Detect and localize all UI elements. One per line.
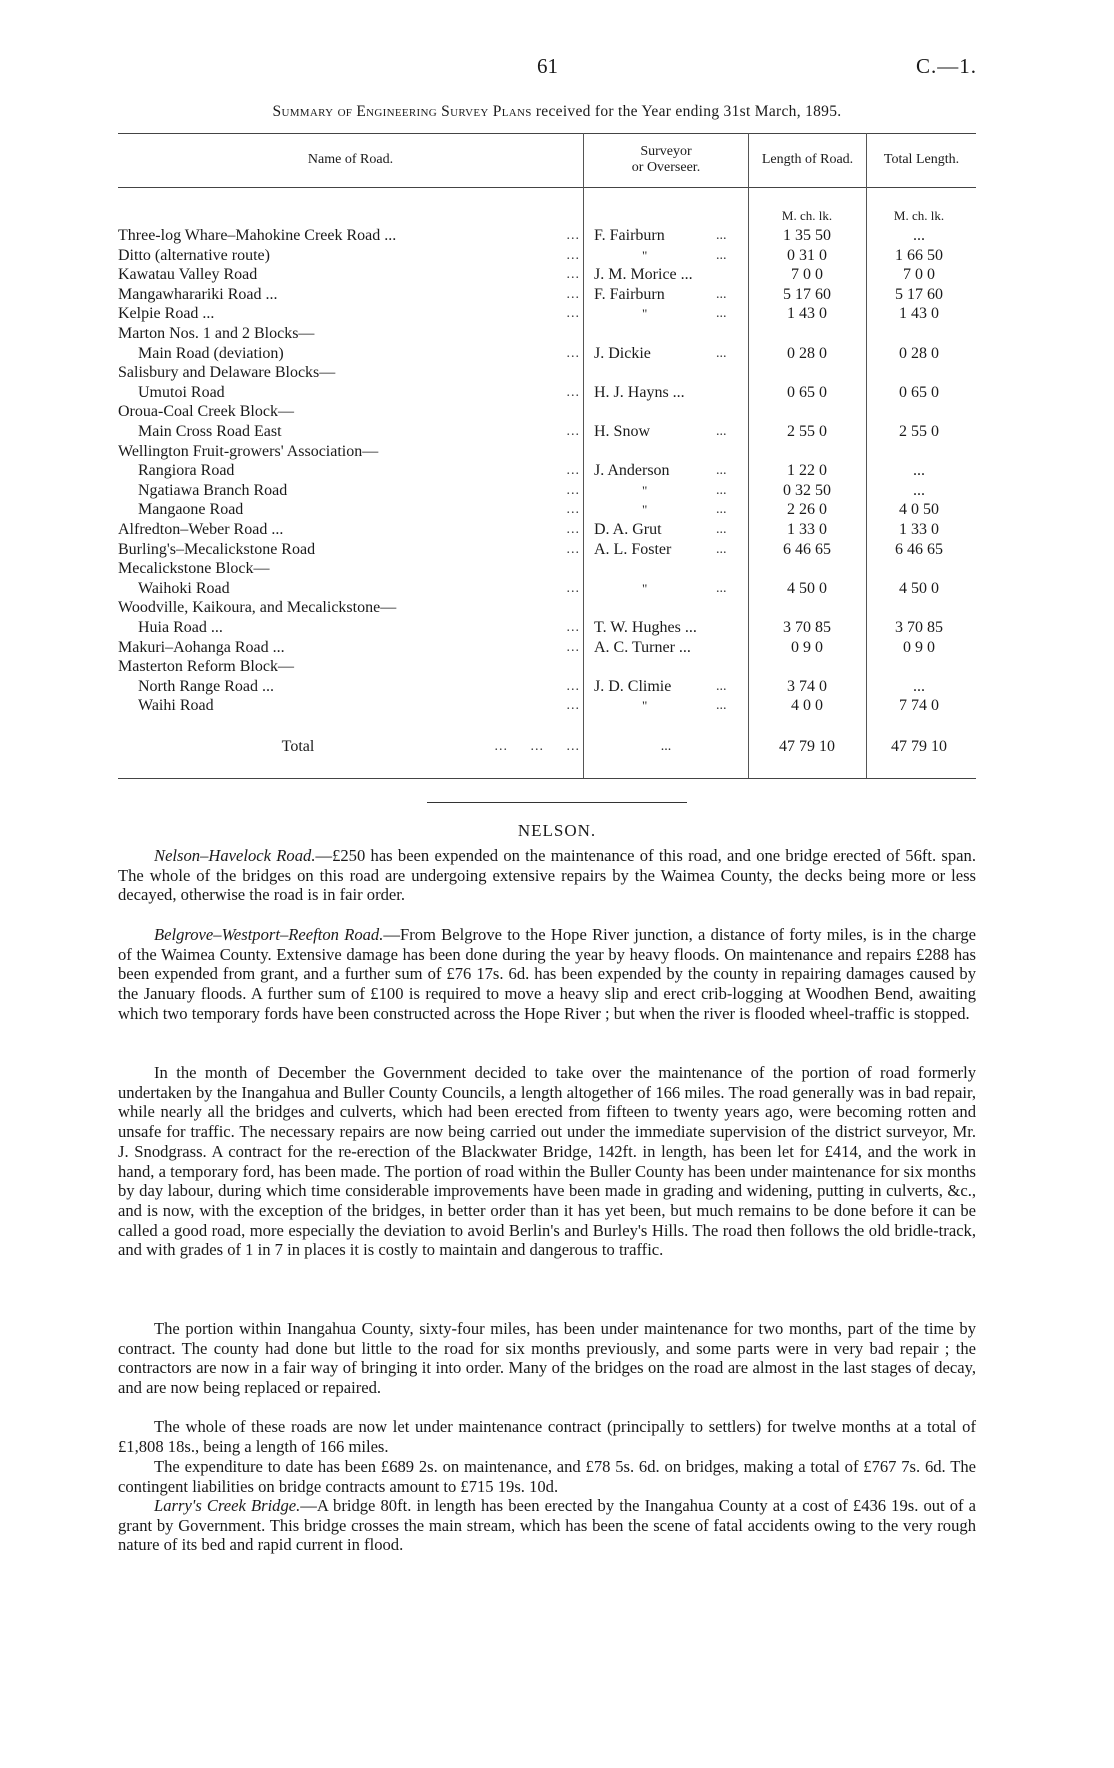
total-length: 47 79 10 xyxy=(779,738,835,755)
surveyor-name: J. D. Climie xyxy=(594,677,672,695)
column-header-surveyor-line1: Surveyor xyxy=(640,144,692,159)
surveyor-name: D. A. Grut xyxy=(594,521,662,538)
road-length: 1 43 0 xyxy=(787,305,827,323)
surveyor-name: F. Fairburn xyxy=(594,285,665,303)
surveyor-leader-dots: ... xyxy=(716,541,727,557)
total-length: 0 9 0 xyxy=(903,638,935,656)
total-length: 0 28 0 xyxy=(899,344,939,362)
leader-dots: ... xyxy=(566,424,580,439)
road-length: 0 32 50 xyxy=(783,481,831,499)
leader-dots: ... xyxy=(566,267,580,283)
road-length: 6 46 65 xyxy=(783,540,831,558)
surveyor-name: H. Snow xyxy=(594,423,651,440)
road-name: Woodville, Kaikoura, and Mecalickstone— xyxy=(118,599,397,617)
total-length: 2 55 0 xyxy=(899,423,939,440)
road-name: Umutoi Road xyxy=(138,383,225,401)
table-header-rule xyxy=(118,187,976,188)
surveyor-leader-dots: ... xyxy=(716,306,727,322)
total-length: 6 46 65 xyxy=(895,540,943,558)
road-name: Kelpie Road ... xyxy=(118,305,215,323)
leader-dots: ... xyxy=(566,384,580,400)
leader-dots: ... xyxy=(566,620,580,635)
total-length: ... xyxy=(913,462,925,480)
paragraph-title: Nelson–Havelock Road. xyxy=(154,846,316,865)
table-divider-length xyxy=(748,133,749,778)
leader-dots: ... xyxy=(566,228,580,243)
leader-dots: ... xyxy=(566,286,580,302)
surveyor-leader-dots: ... xyxy=(716,482,727,498)
paragraph-belgrove-westport-reefton xyxy=(118,925,976,1024)
surveyor-name: T. W. Hughes ... xyxy=(594,619,697,636)
total-length: ... xyxy=(913,481,925,499)
road-length: 0 65 0 xyxy=(787,383,827,401)
surveyor-leader-dots: ... xyxy=(716,424,727,439)
surveyor-leader-dots: ... xyxy=(716,228,727,243)
surveyor-leader-dots: ... xyxy=(716,502,727,518)
leader-dots: ... xyxy=(566,522,580,537)
road-name: North Range Road ... xyxy=(138,677,274,695)
total-leader-dots: ... ... ... xyxy=(494,739,580,754)
road-name: Alfredton–Weber Road ... xyxy=(118,521,284,538)
total-length: 5 17 60 xyxy=(895,285,943,303)
road-name: Waihi Road xyxy=(138,697,214,715)
paragraph-expenditure: The expenditure to date has been £689 2s. on maintenance, and £78 5s. 6d. on bridges, making a total of £767 7s. 6d. The contingent liabilities on bridge contracts amount to £715 19s. 10d. xyxy=(118,1457,976,1496)
leader-dots: ... xyxy=(566,345,580,361)
document-reference: C.—1. xyxy=(916,54,978,78)
road-name: Burling's–Mecalickstone Road xyxy=(118,540,316,558)
surveyor-leader-dots: ... xyxy=(716,580,727,596)
road-length: 2 55 0 xyxy=(787,423,827,440)
surveyor-leader-dots: ... xyxy=(716,463,727,479)
road-length: 4 0 0 xyxy=(791,697,823,715)
road-name: Mangaone Road xyxy=(138,501,244,519)
column-header-surveyor-line2: or Overseer. xyxy=(631,160,701,175)
road-length: 0 31 0 xyxy=(787,246,827,264)
leader-dots: ... xyxy=(566,463,580,479)
road-length: 1 33 0 xyxy=(787,521,827,538)
paragraph-maintenance-contract: The whole of these roads are now let under maintenance contract (principally to settlers) for twelve months at a total of £1,808 18s., being a length of 166 miles. xyxy=(118,1417,976,1456)
road-name: Masterton Reform Block— xyxy=(118,658,294,676)
unit-label-total: M. ch. lk. xyxy=(893,208,945,223)
leader-dots: ... xyxy=(566,541,580,557)
leader-dots: ... xyxy=(566,306,580,322)
road-length: 3 70 85 xyxy=(783,619,831,636)
road-name: Marton Nos. 1 and 2 Blocks— xyxy=(118,325,315,342)
road-name: Wellington Fruit-growers' Association— xyxy=(118,442,379,460)
surveyor-name: F. Fairburn xyxy=(594,227,665,244)
table-divider-surveyor xyxy=(583,133,584,778)
road-length: 7 0 0 xyxy=(791,266,823,284)
leader-dots: ... xyxy=(566,639,580,655)
surveyor-leader-dots: ... xyxy=(716,345,727,361)
table-title-rest: received for the Year ending 31st March, 1895. xyxy=(535,103,842,120)
total-length: 1 33 0 xyxy=(899,521,939,538)
unit-label-length: M. ch. lk. xyxy=(781,208,833,223)
surveyor-leader-dots: ... xyxy=(716,698,727,714)
surveyor-leader-dots: ... xyxy=(716,286,727,302)
road-name: Oroua-Coal Creek Block— xyxy=(118,403,294,421)
surveyor-name: " xyxy=(642,580,648,596)
road-length: 2 26 0 xyxy=(787,501,827,519)
total-length: 7 0 0 xyxy=(903,266,935,284)
road-name: Main Cross Road East xyxy=(138,423,282,440)
surveyor-name: A. C. Turner ... xyxy=(594,638,691,656)
road-length: 4 50 0 xyxy=(787,579,827,597)
surveyor-name: " xyxy=(642,502,648,518)
road-name: Rangiora Road xyxy=(138,462,235,480)
column-header-surveyor xyxy=(584,144,748,176)
total-label: Total xyxy=(281,738,315,755)
surveyor-name: A. L. Foster xyxy=(594,540,672,558)
road-name: Three-log Whare–Mahokine Creek Road ... xyxy=(118,227,397,244)
total-length: 1 66 50 xyxy=(895,246,943,264)
total-length: 1 43 0 xyxy=(899,305,939,323)
road-name: Kawatau Valley Road xyxy=(118,266,258,284)
road-name: Waihoki Road xyxy=(138,579,230,597)
surveyor-leader-dots: ... xyxy=(716,678,727,694)
table-top-rule xyxy=(118,133,976,134)
road-name: Huia Road ... xyxy=(138,619,223,636)
total-total: 47 79 10 xyxy=(891,738,947,755)
total-surveyor: ... xyxy=(660,739,672,754)
leader-dots: ... xyxy=(566,502,580,518)
leader-dots: ... xyxy=(566,482,580,498)
surveyor-name: " xyxy=(642,698,648,714)
total-length: 0 65 0 xyxy=(899,383,939,401)
road-length: 1 22 0 xyxy=(787,462,827,480)
road-name: Ngatiawa Branch Road xyxy=(138,481,288,499)
surveyor-name: " xyxy=(642,482,648,498)
paragraph-text: —A bridge 80ft. in length has been erected by the Inangahua County at a cost of £436 19s. out of a grant by Government. This bridge crosses the main stream, which has been the scene of fatal accidents owing to the very rough nature of its bed and rapid current in flood. xyxy=(118,1496,976,1555)
paragraph-nelson-havelock xyxy=(118,846,976,905)
leader-dots: ... xyxy=(566,698,580,714)
road-length: 3 74 0 xyxy=(787,677,827,695)
leader-dots: ... xyxy=(566,247,580,263)
total-length: 3 70 85 xyxy=(895,619,943,636)
paragraph-december-takeover: In the month of December the Government decided to take over the maintenance of the portion of road formerly undertaken by the Inangahua and Buller County Councils, a length altogether of 166 miles. The road generally was in bad repair, while nearly all the bridges and culverts, which had been erected from fifteen to twenty years ago, were becoming rotten and unsafe for traffic. The necessary repairs are now being carried out under the immediate supervision of the district surveyor, Mr. J. Snodgrass. A contract for the re-erection of the Blackwater Bridge, 142ft. in length, has been let for £414, and the work in hand, a temporary ford, has been made. The portion of road within the Buller County has been under maintenance for six months by day labour, during which time considerable improvements have been made in grading and widening, putting in culverts, &c., and is now, with the exception of the bridges, in better order than it has yet been, but much remains to be done before it can be called a good road, more especially the deviation to avoid Berlin's and Burley's Hills. The road then follows the old bridle-track, and with grades of 1 in 7 in places it is costly to maintain and dangerous to traffic. xyxy=(118,1063,976,1260)
road-name: Mangawharariki Road ... xyxy=(118,285,278,303)
paragraph-text: —From Belgrove to the Hope River junction, a distance of forty miles, is in the charge of the Waimea County. Extensive damage has been done during the year by heavy floods. On maintenance and repairs £288 has been expended from grant, and a further sum of £76 17s. 6d. has been expended by the county in repairing damages caused by the January floods. A further sum of £100 is required to move a heavy slip and erect crib-logging at Woodhen Bend, awaiting which two temporary fords have been constructed across the Hope River ; but when the river is flooded wheel-traffic is stopped. xyxy=(118,925,976,1023)
total-length: 7 74 0 xyxy=(899,697,939,715)
surveyor-name: J. Dickie xyxy=(594,344,651,362)
paragraph-larrys-creek-bridge xyxy=(118,1496,976,1555)
road-name: Main Road (deviation) xyxy=(138,344,284,362)
paragraph-title: Larry's Creek Bridge. xyxy=(154,1496,301,1515)
section-divider xyxy=(427,802,687,803)
road-length: 1 35 50 xyxy=(783,227,831,244)
column-header-name: Name of Road. xyxy=(307,152,394,167)
page-number: 61 xyxy=(537,54,558,78)
total-length: 4 50 0 xyxy=(899,579,939,597)
total-length: ... xyxy=(913,677,925,695)
surveyor-name: H. J. Hayns ... xyxy=(594,383,685,401)
road-length: 5 17 60 xyxy=(783,285,831,303)
section-heading: NELSON. xyxy=(517,821,597,840)
column-header-total: Total Length. xyxy=(883,152,960,167)
road-name: Mecalickstone Block— xyxy=(118,560,270,578)
surveyor-name: " xyxy=(642,306,648,322)
table-title-smallcaps: Summary of Engineering Survey Plans xyxy=(272,103,532,120)
total-length: 4 0 50 xyxy=(899,501,939,519)
leader-dots: ... xyxy=(566,580,580,596)
surveyor-leader-dots: ... xyxy=(716,522,727,537)
surveyor-leader-dots: ... xyxy=(716,247,727,263)
surveyor-name: J. M. Morice ... xyxy=(594,266,693,284)
paragraph-title: Belgrove–Westport–Reefton Road. xyxy=(154,925,384,944)
column-header-length: Length of Road. xyxy=(761,152,854,167)
total-length: ... xyxy=(913,227,925,244)
road-length: 0 28 0 xyxy=(787,344,827,362)
leader-dots: ... xyxy=(566,678,580,694)
road-name: Makuri–Aohanga Road ... xyxy=(118,638,285,656)
table-title xyxy=(0,103,1114,121)
paragraph-inangahua-county: The portion within Inangahua County, sixty-four miles, has been under maintenance for two months, part of the time by contract. The county had done but little to the road for six months previously, and some parts were in very bad repair ; the contractors are now in a fair way of bringing it into order. Many of the bridges on the road are almost in the last stages of decay, and are now being replaced or repaired. xyxy=(118,1319,976,1398)
road-name: Ditto (alternative route) xyxy=(118,246,270,264)
road-length: 0 9 0 xyxy=(791,638,823,656)
surveyor-name: " xyxy=(642,247,648,263)
road-name: Salisbury and Delaware Blocks— xyxy=(118,364,336,382)
surveyor-name: J. Anderson xyxy=(594,462,670,480)
table-bottom-rule xyxy=(118,778,976,779)
paragraph-text: —£250 has been expended on the maintenance of this road, and one bridge erected of 56ft. span. The whole of the bridges on this road are undergoing extensive repairs by the Waimea County, the decks being more or less decayed, otherwise the road is in fair order. xyxy=(118,846,976,905)
